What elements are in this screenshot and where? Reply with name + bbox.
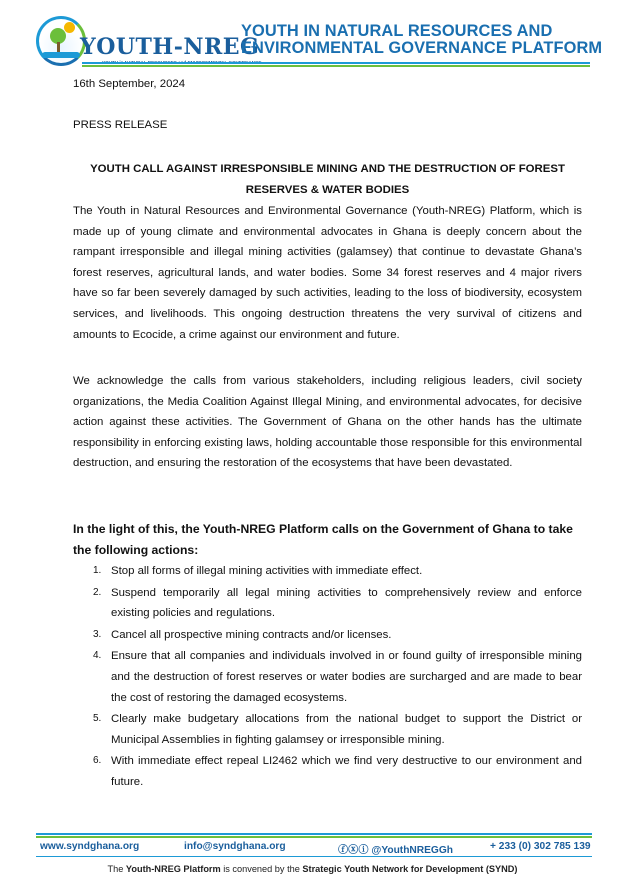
paragraph-acknowledgement: We acknowledge the calls from various stakeholders, including religious leaders, civil society organizations, the Media Coalition Against Illegal Mining, and environmental advocates, for decisive action against these activities. The Government of Ghana on the other hands has the ultimate responsibility in enforcing existing laws, holding accountable those responsible for this environmental destruction, and ensuring the restoration of the ecosystems that have been devastated. [73,375,582,470]
header-divider [82,62,590,64]
paragraph-intro: The Youth in Natural Resources and Environmental Governance (Youth-NREG) Platform, which is made up of young climate and environmental advocates in Ghana is deeply concern about the rampant irresponsible and illegal mining activities (galamsey) that continue to devastate Ghana’s forest reserves, agricultural lands, and water bodies. Some 34 forest reserves and 4 major rivers have so far been severely damaged by such activities, leading to the loss of biodiversity, ecosystem services, and livelihoods. This ongoing destruction threatens the very survival of citizens and amounts to Ecocide, a crime against our environment and future. [73,205,582,341]
footer-divider-accent [36,836,592,838]
document-label: PRESS RELEASE [73,119,168,131]
footer-bottom-divider [36,856,592,857]
list-item: 2. Suspend temporarily all legal mining activities to comprehensively review and enforce existing policies and regulations. [93,586,582,620]
sun-icon [64,22,75,33]
header-divider-accent [82,65,590,67]
list-item: 1. Stop all forms of illegal mining activities with immediate effect. [93,565,423,577]
action-list [73,561,582,794]
letterhead [0,0,625,70]
calls-heading: In the light of this, the Youth-NREG Platform calls on the Government of Ghana to take the following actions: [73,522,573,557]
list-item: 5. Clearly make budgetary allocations from the national budget to support the District or Municipal Assemblies in fighting galamsey or irresponsible mining. [93,713,582,746]
list-item: 4. Ensure that all companies and individuals involved in or found guilty of irresponsible mining and the destruction of forest reserves or water bodies are surcharged and are made to bear the cost of restoring the damaged ecosystems. [93,650,582,704]
platform-title: YOUTH IN NATURAL RESOURCES AND ENVIRONMENTAL GOVERNANCE PLATFORM [241,22,603,57]
convened-by-note: The Youth-NREG Platform is convened by the Strategic Youth Network for Development (SYND) [107,864,518,874]
website-link[interactable]: www.syndghana.org [40,841,140,852]
list-item: 6. With immediate effect repeal LI2462 which we find very destructive to our environment and future. [93,755,582,788]
phone-number: + 233 (0) 302 785 139 [490,841,591,852]
youth-nreg-logo [36,16,260,68]
water-icon [42,52,80,58]
footer-divider [36,833,592,835]
email-link[interactable]: info@syndghana.org [184,841,286,852]
release-date: 16th September, 2024 [73,78,186,90]
logo-text: YOUTH-NREG [80,34,260,60]
press-release-title: YOUTH CALL AGAINST IRRESPONSIBLE MINING AND THE DESTRUCTION OF FOREST RESERVES & WATER BODIES [90,163,565,196]
list-item: 3. Cancel all prospective mining contracts and/or licenses. [93,628,392,641]
footer-contacts [36,840,592,856]
social-handle[interactable]: ⓕⓧⓘ @YouthNREGGh [338,845,454,856]
